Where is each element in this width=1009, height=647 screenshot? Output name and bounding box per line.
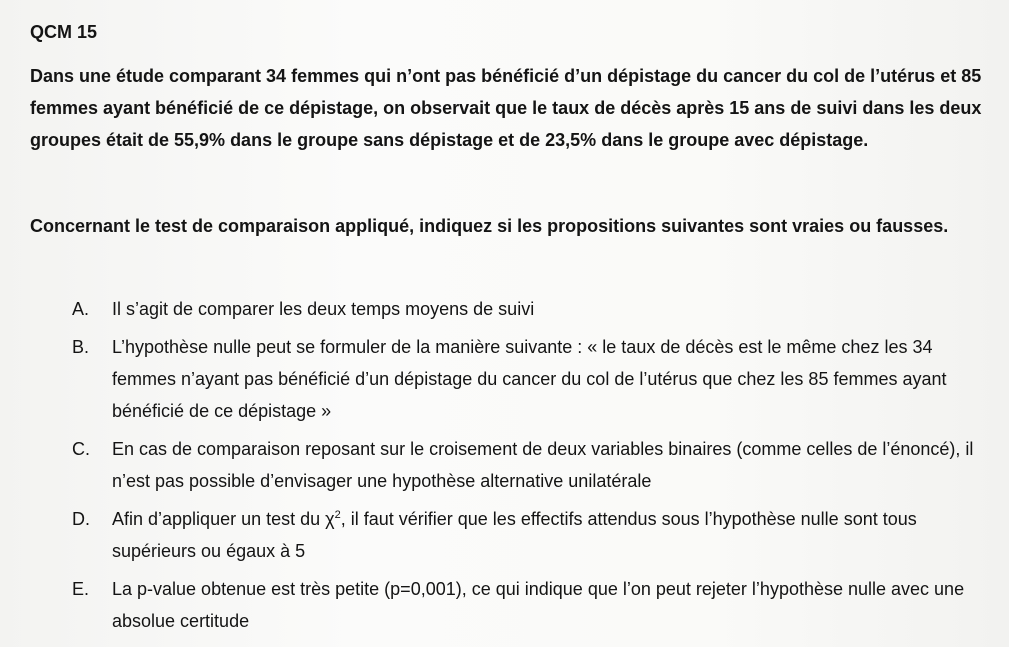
option-text: L’hypothèse nulle peut se formuler de la manière suivante : « le taux de décès est le même chez les 34 femmes n’ayant pas bénéficié d’un dépistage du cancer du col de l’utérus que chez les 85 femmes ayant bénéficié de ce dépistage » [112, 337, 947, 421]
option-e [72, 573, 987, 637]
option-a [72, 293, 987, 325]
option-b [72, 331, 987, 427]
option-letter: C. [72, 439, 90, 459]
option-letter: A. [72, 299, 90, 319]
chi-square-symbol [325, 509, 341, 529]
chi-superscript: 2 [334, 509, 341, 521]
question-instruction: Concernant le test de comparaison appliqué, indiquez si les propositions suivantes sont vraies ou fausses. [30, 216, 949, 236]
option-text-before: Afin d’appliquer un test du [112, 509, 326, 529]
option-letter: D. [72, 509, 90, 529]
option-letter: E. [72, 579, 90, 599]
question-title: QCM 15 [30, 22, 98, 42]
option-text [112, 503, 987, 567]
option-letter: B. [72, 337, 90, 357]
option-text: La p-value obtenue est très petite (p=0,001), ce qui indique que l’on peut rejeter l’hypothèse nulle avec une absolue certitude [112, 579, 965, 631]
option-text: Il s’agit de comparer les deux temps moyens de suivi [112, 299, 535, 319]
answer-options-list [72, 293, 987, 643]
option-text: En cas de comparaison reposant sur le croisement de deux variables binaires (comme celles de l’énoncé), il n’est pas possible d’envisager une hypothèse alternative unilatérale [112, 439, 974, 491]
question-stem: Dans une étude comparant 34 femmes qui n’ont pas bénéficié d’un dépistage du cancer du col de l’utérus et 85 femmes ayant bénéficié de ce dépistage, on observait que le taux de décès après 15 ans de suivi dans les deux groupes était de 55,9% dans le groupe sans dépistage et de 23,5% dans le groupe avec dépistage. [30, 66, 982, 150]
chi-letter: χ [325, 509, 335, 529]
option-c [72, 433, 987, 497]
option-d [72, 503, 987, 567]
option-text-after: , il faut vérifier que les effectifs attendus sous l’hypothèse nulle sont tous supérieurs ou égaux à 5 [112, 509, 917, 561]
